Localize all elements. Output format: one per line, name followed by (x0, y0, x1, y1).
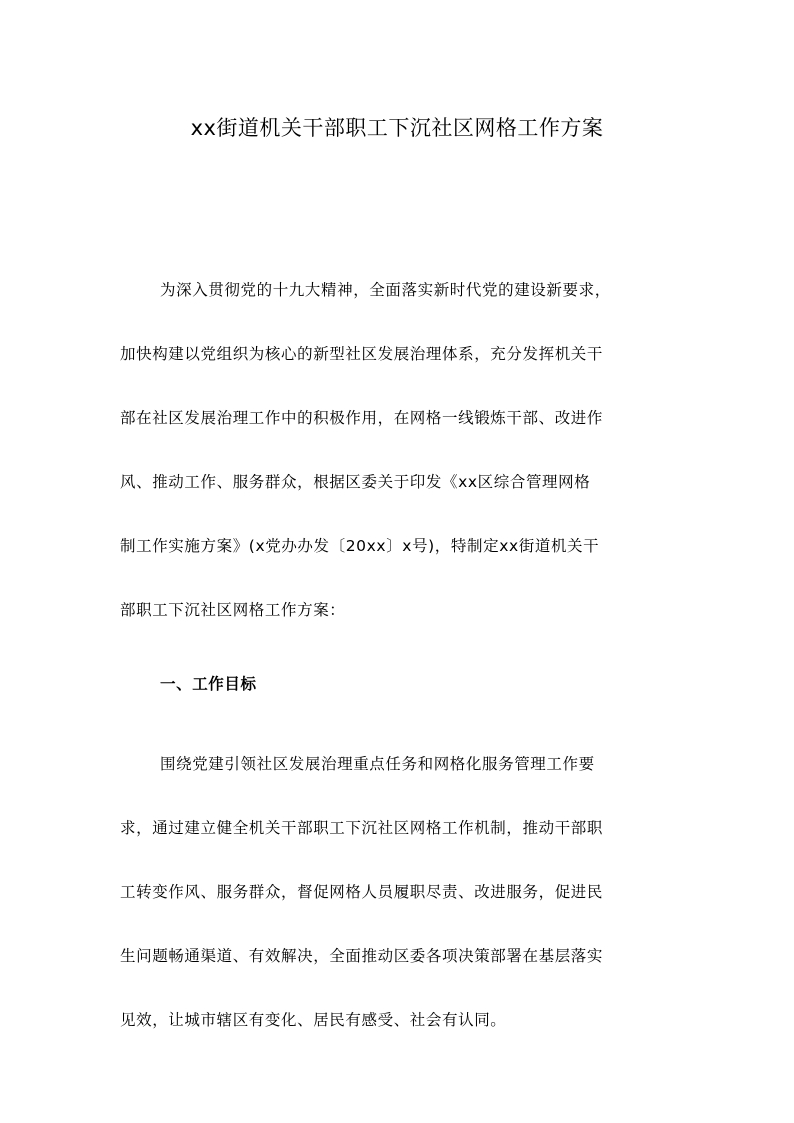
paragraph-line: 风、推动工作、服务群众，根据区委关于印发《xx区综合管理网格 (120, 473, 591, 491)
paragraph-line: 制工作实施方案》(x党办办发〔20xx〕x号)，特制定xx街道机关干 (120, 537, 600, 555)
paragraph-line: 见效，让城市辖区有变化、居民有感受、社会有认同。 (120, 1011, 507, 1029)
paragraph-line: 部职工下沉社区网格工作方案： (120, 601, 346, 619)
paragraph-line: 求，通过建立健全机关干部职工下沉社区网格工作机制，推动干部职 (120, 819, 604, 837)
paragraph-line: 部在社区发展治理工作中的积极作用，在网格一线锻炼干部、改进作 (120, 409, 604, 427)
paragraph-line: 生问题畅通渠道、有效解决，全面推动区委各项决策部署在基层落实 (120, 947, 604, 965)
paragraph-line: 工转变作风、服务群众，督促网格人员履职尽责、改进服务，促进民 (120, 883, 604, 901)
paragraph-line: 围绕党建引领社区发展治理重点任务和网格化服务管理工作要 (160, 755, 595, 773)
paragraph-line: 为深入贯彻党的十九大精神，全面落实新时代党的建设新要求， (160, 281, 611, 299)
paragraph-line: 加快构建以党组织为核心的新型社区发展治理体系，充分发挥机关干 (120, 345, 604, 363)
section-heading: 一、工作目标 (160, 675, 257, 693)
document-title: xx街道机关干部职工下沉社区网格工作方案 (190, 116, 604, 140)
